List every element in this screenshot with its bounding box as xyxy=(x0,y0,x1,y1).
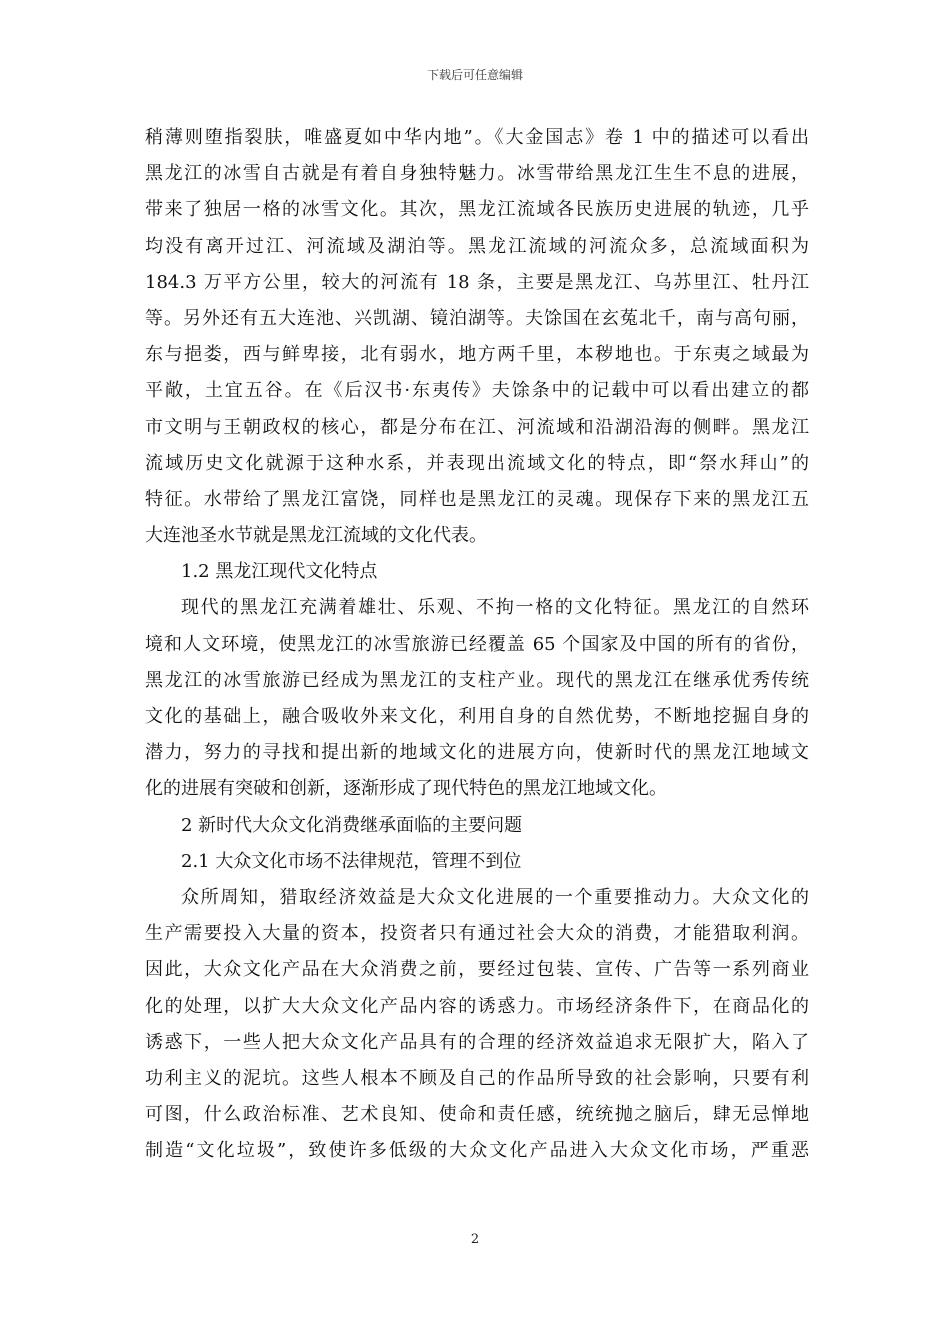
paragraph-line: 184.3 万平方公里，较大的河流有 18 条，主要是黑龙江、乌苏里江、牡丹江 xyxy=(145,271,809,293)
paragraph-line: 市文明与王朝政权的核心，都是分布在江、河流域和沿湖沿海的侧畔。黑龙江 xyxy=(145,416,809,438)
paragraph-line: 生产需要投入大量的资本，投资者只有通过社会大众的消费，才能猎取利润。 xyxy=(145,923,809,945)
paragraph-line: 功利主义的泥坑。这些人根本不顾及自己的作品所导致的社会影响，只要有利 xyxy=(145,1067,809,1089)
paragraph-line: 特征。水带给了黑龙江富饶，同样也是黑龙江的灵魂。现保存下来的黑龙江五 xyxy=(145,488,809,510)
paragraph-line: 文化的基础上，融合吸收外来文化，利用自身的自然优势，不断地挖掘自身的 xyxy=(145,706,809,727)
subsection-heading: 2.1 大众文化市场不法律规范，管理不到位 xyxy=(181,850,522,872)
paragraph-line: 化的进展有突破和创新，逐渐形成了现代特色的黑龙江地域文化。 xyxy=(145,778,667,800)
paragraph-line: 化的处理，以扩大大众文化产品内容的诱惑力。市场经济条件下，在商品化的 xyxy=(145,995,809,1017)
body-text xyxy=(145,120,809,1169)
paragraph-line: 黑龙江的冰雪旅游已经成为黑龙江的支柱产业。现代的黑龙江在继承优秀传统 xyxy=(145,669,809,691)
paragraph-line: 均没有离开过江、河流域及湖泊等。黑龙江流域的河流众多，总流域面积为 xyxy=(145,235,809,257)
section-heading: 2 新时代大众文化消费继承面临的主要问题 xyxy=(181,814,523,836)
paragraph-line: 东与挹娄，西与鲜卑接，北有弱水，地方两千里，本秽地也。于东夷之域最为 xyxy=(145,344,809,366)
page-number: 2 xyxy=(470,1232,480,1247)
paragraph-line: 潜力，努力的寻找和提出新的地域文化的进展方向，使新时代的黑龙江地域文 xyxy=(145,742,809,764)
section-heading: 1.2 黑龙江现代文化特点 xyxy=(181,561,378,583)
paragraph-line: 境和人文环境，使黑龙江的冰雪旅游已经覆盖 65 个国家及中国的所有的省份， xyxy=(145,633,809,655)
paragraph-line: 制造“文化垃圾”，致使许多低级的大众文化产品进入大众文化市场，严重恶 xyxy=(145,1140,809,1162)
paragraph-line: 现代的黑龙江充满着雄壮、乐观、不拘一格的文化特征。黑龙江的自然环 xyxy=(181,597,809,619)
paragraph-line: 大连池圣水节就是黑龙江流域的文化代表。 xyxy=(145,525,487,547)
paragraph-line: 带来了独居一格的冰雪文化。其次，黑龙江流域各民族历史进展的轨迹，几乎 xyxy=(145,199,809,221)
paragraph-line: 黑龙江的冰雪自古就是有着自身独特魅力。冰雪带给黑龙江生生不息的进展， xyxy=(145,163,809,185)
paragraph-line: 可图，什么政治标准、艺术良知、使命和责任感，统统抛之脑后，肆无忌惮地 xyxy=(145,1104,809,1126)
paragraph-line: 诱惑下，一些人把大众文化产品具有的合理的经济效益追求无限扩大，陷入了 xyxy=(145,1031,809,1053)
paragraph-line: 众所周知，猎取经济效益是大众文化进展的一个重要推动力。大众文化的 xyxy=(181,886,809,908)
paragraph-line: 平敞，土宜五谷。在《后汉书·东夷传》夫馀条中的记载中可以看出建立的都 xyxy=(145,380,809,402)
paragraph-line: 流域历史文化就源于这种水系，并表现出流域文化的特点，即“祭水拜山”的 xyxy=(145,452,809,474)
paragraph-line: 因此，大众文化产品在大众消费之前，要经过包装、宣传、广告等一系列商业 xyxy=(145,959,809,981)
download-note: 下载后可任意编辑 xyxy=(426,68,523,82)
paragraph-line: 稍薄则堕指裂肤，唯盛夏如中华内地”。《大金国志》卷 1 中的描述可以看出 xyxy=(145,127,809,148)
paragraph-line: 等。另外还有五大连池、兴凯湖、镜泊湖等。夫馀国在玄菟北千，南与高句丽， xyxy=(145,307,809,329)
